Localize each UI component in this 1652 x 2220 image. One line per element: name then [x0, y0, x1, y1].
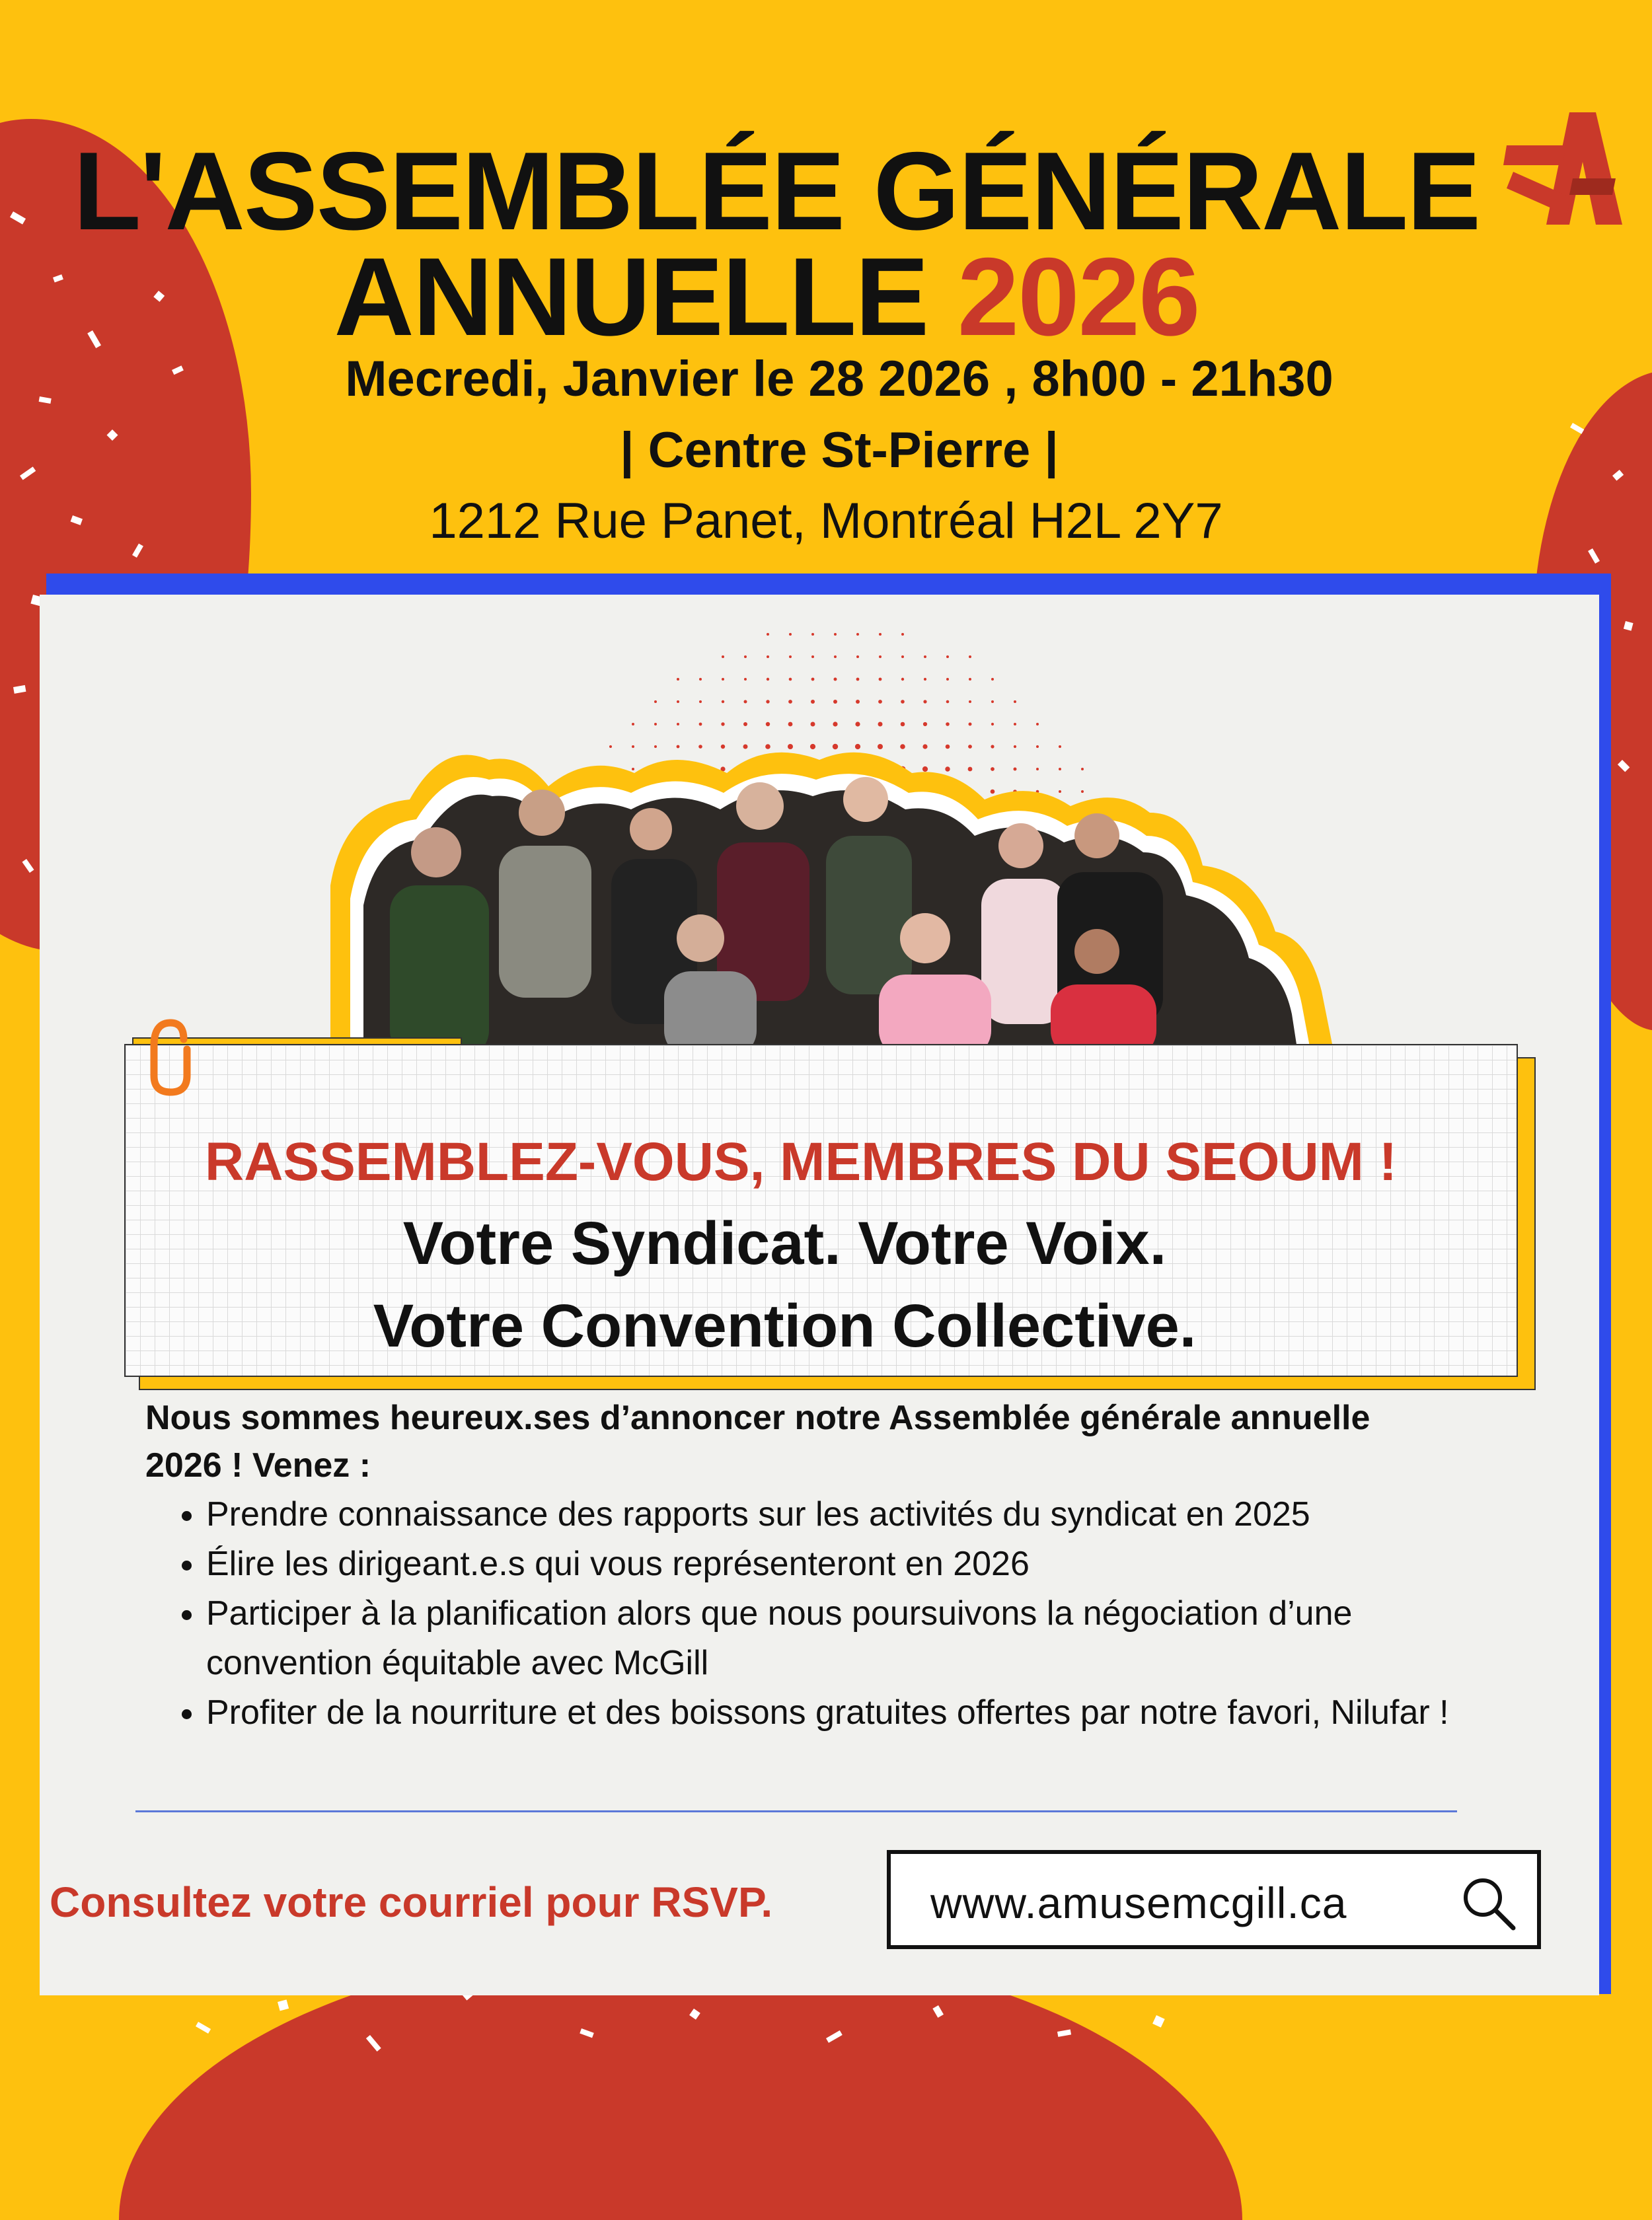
- rsvp-text: Consultez votre courriel pour RSVP.: [50, 1878, 773, 1926]
- event-venue: | Centre St-Pierre |: [620, 422, 1059, 478]
- agenda-list: [172, 1490, 1528, 1738]
- union-a-logo-icon: [1500, 99, 1632, 231]
- group-photo-area: [278, 608, 1401, 1070]
- list-item: • Profiter de la nourriture et des boissons gratuites offertes par notre favori, Nilufar !: [206, 1688, 1528, 1738]
- list-item: • Élire les dirigeant.e.s qui vous représenteront en 2026: [206, 1539, 1528, 1589]
- slogan-line-1: Votre Syndicat. Votre Voix.: [402, 1210, 1167, 1277]
- event-address: 1212 Rue Panet, Montréal H2L 2Y7: [429, 493, 1223, 549]
- list-item: • Participer à la planification alors que nous poursuivons la négociation d’une convention équitable avec McGill: [206, 1589, 1528, 1688]
- title-annuelle: ANNUELLE: [334, 235, 928, 359]
- event-date-time: Mecredi, Janvier le 28 2026 , 8h00 - 21h30: [345, 351, 1333, 407]
- group-photo: [304, 714, 1401, 1057]
- title-year: 2026: [957, 235, 1199, 359]
- search-icon[interactable]: [1459, 1874, 1519, 1933]
- title-line-1: L'ASSEMBLÉE GÉNÉRALE: [73, 129, 1480, 253]
- intro-text: Nous sommes heureux.ses d’annoncer notre Assemblée générale annuelle 2026 ! Venez :: [145, 1399, 1370, 1485]
- website-url[interactable]: www.amusemcgill.ca: [930, 1878, 1347, 1927]
- divider: [135, 1810, 1457, 1812]
- title-line-2: [66, 235, 1467, 359]
- website-link[interactable]: [887, 1850, 1541, 1949]
- list-item: • Prendre connaissance des rapports sur les activités du syndicat en 2025: [206, 1490, 1528, 1539]
- rallying-cry: RASSEMBLEZ-VOUS, MEMBRES DU SEOUM !: [205, 1132, 1398, 1192]
- paperclip-icon: [144, 1010, 197, 1102]
- slogan-line-2: Votre Convention Collective.: [373, 1292, 1197, 1360]
